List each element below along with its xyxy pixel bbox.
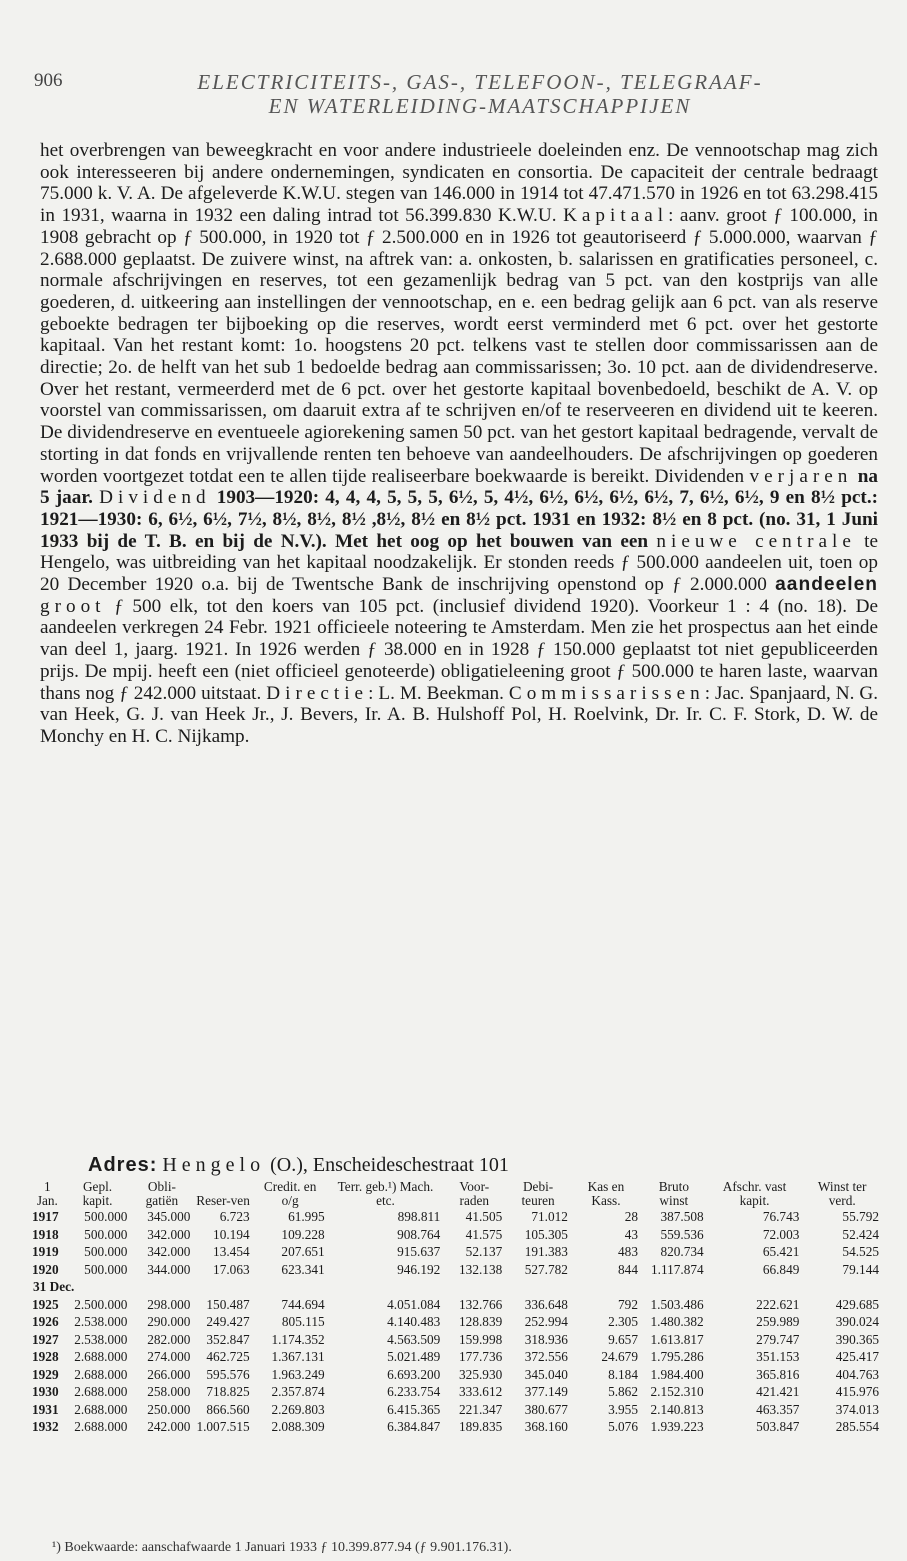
nieuwe-centrale-label: nieuwe centrale bbox=[656, 530, 856, 552]
table-cell: 429.685 bbox=[835, 1296, 879, 1312]
table-cell: 352.847 bbox=[206, 1331, 250, 1347]
table-cell: 5.021.489 bbox=[387, 1349, 441, 1364]
table-cell: 898.811 bbox=[397, 1209, 441, 1224]
table-row bbox=[30, 1243, 882, 1261]
adres-city: Hengelo bbox=[162, 1154, 266, 1176]
table-cell: 6.384.847 bbox=[387, 1419, 441, 1434]
table-cell: 336.648 bbox=[524, 1296, 568, 1312]
table-cell: 274.000 bbox=[147, 1349, 191, 1364]
uitbreiding-text: te Hengelo, was uitbreiding van het kapitaal noodzakelijk. Er stonden reeds ƒ 500.000 aandeelen uit, toen op 20 December 1920 o.a. bij de Twentsche Bank de inschrijving openstond op ƒ 2.000.000 bbox=[40, 530, 879, 596]
table-cell: 10.194 bbox=[213, 1226, 250, 1242]
groot-label: groot bbox=[40, 595, 106, 617]
table-cell: 258.000 bbox=[147, 1384, 191, 1399]
table-cell: 5.862 bbox=[608, 1384, 638, 1399]
column-header: Credit. en o/g bbox=[263, 1179, 317, 1208]
table-cell: 71.012 bbox=[531, 1209, 568, 1224]
financial-table bbox=[30, 1180, 882, 1436]
row-year: 1917 bbox=[32, 1209, 59, 1224]
table-cell: 76.743 bbox=[762, 1209, 800, 1224]
table-cell: 207.651 bbox=[281, 1244, 325, 1259]
table-cell: 6.233.754 bbox=[387, 1384, 441, 1399]
table-cell: 421.421 bbox=[756, 1384, 800, 1399]
table-body-dec bbox=[30, 1296, 882, 1436]
table-cell: 105.305 bbox=[524, 1226, 568, 1242]
table-cell: 41.505 bbox=[465, 1209, 503, 1224]
column-header: Reser-ven bbox=[196, 1193, 250, 1208]
table-cell: 17.063 bbox=[213, 1261, 250, 1277]
table-cell: 52.424 bbox=[842, 1226, 879, 1242]
table-cell: 372.556 bbox=[524, 1349, 568, 1364]
table-row bbox=[30, 1383, 882, 1401]
verjaren-text: na 5 jaar. bbox=[40, 465, 879, 509]
row-year: 1918 bbox=[32, 1226, 59, 1242]
table-cell: 132.766 bbox=[459, 1296, 503, 1312]
table-cell: 279.747 bbox=[756, 1331, 800, 1347]
table-cell: 377.149 bbox=[524, 1384, 568, 1399]
table-cell: 500.000 bbox=[84, 1209, 128, 1224]
column-header: Bruto winst bbox=[658, 1179, 689, 1208]
table-row bbox=[30, 1348, 882, 1366]
table-cell: 333.612 bbox=[459, 1384, 503, 1399]
table-cell: 2.152.310 bbox=[650, 1384, 704, 1399]
column-header: Winst ter verd. bbox=[817, 1179, 867, 1208]
table-section-label-row bbox=[30, 1278, 882, 1296]
table-cell: 41.575 bbox=[465, 1226, 503, 1242]
table-cell: 2.500.000 bbox=[74, 1296, 128, 1312]
table-row bbox=[30, 1401, 882, 1419]
table-cell: 6.693.200 bbox=[387, 1366, 441, 1382]
table-cell: 365.816 bbox=[756, 1366, 800, 1382]
commissarissen-label: Commissarissen bbox=[508, 682, 705, 704]
table-cell: 28 bbox=[624, 1209, 638, 1224]
table-cell: 623.341 bbox=[281, 1261, 325, 1277]
directie-label: Directie bbox=[266, 682, 369, 704]
description-paragraph bbox=[40, 140, 878, 748]
table-cell: 6.415.365 bbox=[387, 1401, 441, 1417]
table-cell: 345.040 bbox=[524, 1366, 568, 1382]
table-cell: 61.995 bbox=[288, 1209, 325, 1224]
table-cell: 527.782 bbox=[524, 1261, 568, 1277]
table-cell: 915.637 bbox=[397, 1244, 441, 1259]
table-cell: 2.088.309 bbox=[271, 1419, 325, 1434]
table-row bbox=[30, 1296, 882, 1314]
table-cell: 368.160 bbox=[524, 1419, 568, 1434]
table-cell: 1.503.486 bbox=[650, 1296, 704, 1312]
table-cell: 43 bbox=[624, 1226, 638, 1242]
table-section-divider bbox=[30, 1278, 882, 1296]
table-cell: 298.000 bbox=[147, 1296, 191, 1312]
company-description bbox=[40, 140, 878, 748]
row-year: 1925 bbox=[32, 1296, 59, 1312]
table-cell: 266.000 bbox=[147, 1366, 191, 1382]
row-year: 1930 bbox=[32, 1384, 59, 1399]
table-cell: 500.000 bbox=[84, 1261, 128, 1277]
dividend-text: 1903—1920: 4, 4, 4, 5, 5, 5, 6½, 5, 4½, 6½, 6½, 6½, 6½, 7, 6½, 6½, 9 en 8½ pct.: 1921—1930: 6, 6½, 6½, 7½, 8½, 8½, 8½ ,8½, 8½ en 8½ pct. 1931 en 1932: 8½ en 8 pct. (no. 31, 1 Juni 1933 bij de T. B. en bij de N.V.). Met het oog op het bouwen van een bbox=[40, 487, 879, 552]
column-header: Terr. geb.¹) Mach. etc. bbox=[337, 1179, 434, 1208]
table-cell: 404.763 bbox=[835, 1366, 879, 1382]
table-row bbox=[30, 1208, 882, 1226]
page-number: 906 bbox=[34, 70, 63, 91]
table-cell: 425.417 bbox=[835, 1349, 879, 1364]
table-cell: 282.000 bbox=[147, 1331, 191, 1347]
table-cell: 908.764 bbox=[397, 1226, 441, 1242]
table-cell: 3.955 bbox=[608, 1401, 638, 1417]
table-cell: 820.734 bbox=[660, 1244, 704, 1259]
table-cell: 242.000 bbox=[147, 1419, 191, 1434]
directie-text: : L. M. Beekman. bbox=[368, 682, 504, 704]
table-cell: 2.538.000 bbox=[74, 1314, 128, 1329]
table-cell: 54.525 bbox=[842, 1244, 879, 1259]
adres-label: Adres: bbox=[88, 1154, 158, 1176]
table-cell: 318.936 bbox=[524, 1331, 568, 1347]
table-cell: 1.480.382 bbox=[650, 1314, 704, 1329]
table-cell: 285.554 bbox=[835, 1419, 879, 1434]
table-cell: 9.657 bbox=[608, 1331, 638, 1347]
column-header: Afschr. vast kapit. bbox=[722, 1179, 787, 1208]
table-cell: 342.000 bbox=[147, 1244, 191, 1259]
table-cell: 559.536 bbox=[660, 1226, 704, 1242]
table-cell: 351.153 bbox=[756, 1349, 800, 1364]
verjaren-label: verjaren bbox=[749, 465, 853, 487]
table-cell: 8.184 bbox=[608, 1366, 638, 1382]
table-cell: 380.677 bbox=[524, 1401, 568, 1417]
table-cell: 1.795.286 bbox=[650, 1349, 704, 1364]
table-cell: 13.454 bbox=[213, 1244, 250, 1259]
table-cell: 1.174.352 bbox=[271, 1331, 325, 1347]
table-cell: 390.024 bbox=[835, 1314, 879, 1329]
table-row bbox=[30, 1261, 882, 1279]
table-cell: 250.000 bbox=[147, 1401, 191, 1417]
column-header: Gepl. kapit. bbox=[82, 1179, 113, 1208]
table-cell: 792 bbox=[618, 1296, 638, 1312]
table-cell: 24.679 bbox=[601, 1349, 638, 1364]
table-cell: 2.140.813 bbox=[650, 1401, 704, 1417]
column-header: 1 Jan. bbox=[36, 1179, 58, 1208]
table-cell: 189.835 bbox=[459, 1419, 503, 1434]
row-year: 1920 bbox=[32, 1261, 59, 1277]
table-cell: 2.688.000 bbox=[74, 1419, 128, 1434]
table-cell: 500.000 bbox=[84, 1244, 128, 1259]
table-cell: 483 bbox=[618, 1244, 638, 1259]
row-year: 1926 bbox=[32, 1314, 59, 1329]
table-footnote: ¹) Boekwaarde: aanschafwaarde 1 Januari 1933 ƒ 10.399.877.94 (ƒ 9.901.176.31). bbox=[52, 1540, 512, 1555]
table-cell: 222.621 bbox=[756, 1296, 800, 1312]
table-cell: 2.269.803 bbox=[271, 1401, 325, 1417]
table-cell: 1.939.223 bbox=[650, 1419, 704, 1434]
aandeelen-label: aandeelen bbox=[775, 574, 878, 596]
dec-label: 31 Dec. bbox=[33, 1279, 75, 1294]
table-cell: 374.013 bbox=[835, 1401, 879, 1417]
table-cell: 249.427 bbox=[206, 1314, 250, 1329]
table-cell: 463.357 bbox=[756, 1401, 800, 1417]
table-cell: 259.989 bbox=[756, 1314, 800, 1329]
table-cell: 4.563.509 bbox=[387, 1331, 441, 1347]
table-row bbox=[30, 1366, 882, 1384]
table-cell: 744.694 bbox=[281, 1296, 325, 1312]
column-header: Obli-gatiën bbox=[145, 1179, 179, 1208]
table-cell: 159.998 bbox=[459, 1331, 503, 1347]
table-body-jan bbox=[30, 1208, 882, 1278]
table-row bbox=[30, 1418, 882, 1436]
table-cell: 1.007.515 bbox=[196, 1419, 250, 1434]
row-year: 1927 bbox=[32, 1331, 59, 1347]
row-year: 1929 bbox=[32, 1366, 59, 1382]
table-cell: 2.357.874 bbox=[271, 1384, 325, 1399]
table-cell: 1.367.131 bbox=[271, 1349, 325, 1364]
table-cell: 844 bbox=[618, 1261, 638, 1277]
table-cell: 866.560 bbox=[206, 1401, 250, 1417]
row-year: 1932 bbox=[32, 1419, 59, 1434]
table-cell: 65.421 bbox=[762, 1244, 800, 1259]
table-cell: 500.000 bbox=[84, 1226, 128, 1242]
table-cell: 2.538.000 bbox=[74, 1331, 128, 1347]
table-cell: 132.138 bbox=[459, 1261, 503, 1277]
table-cell: 72.003 bbox=[762, 1226, 800, 1242]
table-cell: 2.688.000 bbox=[74, 1366, 128, 1382]
commissarissen-text: : Jac. Spanjaard, N. G. van Heek, G. J. van Heek Jr., J. Bevers, Ir. A. B. Hulshoff Pol, H. Roelvink, Dr. Ir. C. F. Stork, D. W. de Monchy en H. C. Nijkamp. bbox=[40, 682, 879, 747]
table-cell: 2.688.000 bbox=[74, 1349, 128, 1364]
table-cell: 252.994 bbox=[524, 1314, 568, 1329]
table-cell: 503.847 bbox=[756, 1419, 800, 1434]
table-row bbox=[30, 1226, 882, 1244]
table-cell: 1.963.249 bbox=[271, 1366, 325, 1382]
table-cell: 718.825 bbox=[206, 1384, 250, 1399]
intro-text: het overbrengen van beweegkracht en voor andere industrieele doeleinden enz. De vennootschap mag zich ook interesseeren bij andere ondernemingen, syndicaten en consortia. De capaciteit der centrale bedraagt 75.000 k. V. A. De afgeleverde K.W.U. stegen van 146.000 in 1914 tot 47.471.570 in 1926 en tot 63.298.415 in 1931, waarna in 1932 een daling intrad tot 56.399.830 K.W.U. bbox=[40, 140, 878, 227]
table-cell: 177.736 bbox=[459, 1349, 503, 1364]
table-cell: 52.137 bbox=[465, 1244, 503, 1259]
table-cell: 5.076 bbox=[608, 1419, 638, 1434]
table-cell: 805.115 bbox=[281, 1314, 325, 1329]
table-header-row bbox=[30, 1180, 882, 1208]
column-header: Debi-teuren bbox=[521, 1179, 555, 1208]
table-cell: 221.347 bbox=[459, 1401, 503, 1417]
table-cell: 390.365 bbox=[835, 1331, 879, 1347]
table-cell: 4.051.084 bbox=[387, 1296, 441, 1312]
table-cell: 290.000 bbox=[147, 1314, 191, 1329]
table-cell: 2.688.000 bbox=[74, 1401, 128, 1417]
address-line bbox=[88, 1154, 509, 1177]
table-cell: 387.508 bbox=[660, 1209, 704, 1224]
table-cell: 2.688.000 bbox=[74, 1384, 128, 1399]
table-cell: 344.000 bbox=[147, 1261, 191, 1277]
row-year: 1919 bbox=[32, 1244, 59, 1259]
row-year: 1928 bbox=[32, 1349, 59, 1364]
column-header: Kas en Kass. bbox=[587, 1179, 625, 1208]
table-cell: 415.976 bbox=[835, 1384, 879, 1399]
table-cell: 1.613.817 bbox=[650, 1331, 704, 1347]
table-cell: 191.383 bbox=[524, 1244, 568, 1259]
table-cell: 946.192 bbox=[397, 1261, 441, 1277]
table-cell: 595.576 bbox=[206, 1366, 250, 1382]
table-cell: 6.723 bbox=[219, 1209, 250, 1224]
running-title-line-2: EN WATERLEIDING-MAATSCHAPPIJEN bbox=[268, 94, 692, 118]
table-cell: 345.000 bbox=[147, 1209, 191, 1224]
running-title-line-1: ELECTRICITEITS-, GAS-, TELEFOON-, TELEGRAAF- bbox=[197, 70, 763, 94]
row-year: 1931 bbox=[32, 1401, 59, 1417]
table-row bbox=[30, 1313, 882, 1331]
table-cell: 79.144 bbox=[842, 1261, 879, 1277]
kapitaal-text: : aanv. groot ƒ 100.000, in 1908 gebracht op ƒ 500.000, in 1920 tot ƒ 2.500.000 en in 1926 tot geautoriseerd ƒ 5.000.000, waarvan ƒ 2.688.000 geplaatst. De zuivere winst, na aftrek van: a. onkosten, b. salarissen en gratificaties personeel, c. normale afschrijvingen en reserves, tot een gezamenlijk bedrag van 5 pct. van den kostprijs van alle goederen, d. uitkeering aan instellingen der vennootschap, en e. een bedrag gelijk aan 6 pct. van als reserve geboekte bedragen ter bijboeking op die reserves, wordt eerst verminderd met 6 pct. over het gestorte kapitaal. Van het restant komt: 1o. hoogstens 20 pct. telkens vast te stellen door commissarissen aan de directie; 2o. de helft van het sub 1 bedoelde bedrag aan commissarissen; 3o. 10 pct. aan de dividendreserve. Over het restant, vermeerderd met de 6 pct. over het gestorte kapitaal bovenbedoeld, beschikt de A. V. op voorstel van commissarissen, om daaruit extra af te schrijven en/of te reserveeren en dividend uit te keeren. De dividendreserve en eventueele agiorekening samen 50 pct. van het gestort kapitaal bedragende, vervalt de storting in dat fonds en vrijvallende renten ten behoeve van aandeelhouders. De afschrijvingen op goederen worden voortgezet totdat een te allen tijde realiseerbare boekwaarde is bereikt. Dividenden bbox=[40, 205, 879, 487]
table-cell: 342.000 bbox=[147, 1226, 191, 1242]
table-cell: 462.725 bbox=[206, 1349, 250, 1364]
aandeelen-text: ƒ 500 elk, tot den koers van 105 pct. (inclusief dividend 1920). Voorkeur 1 : 4 (no. 18). De aandeelen verkregen 24 Febr. 1921 officieele noteering te Amsterdam. Men zie het prospectus aan het einde van deel 1, jaarg. 1921. In 1926 werden ƒ 38.000 en in 1928 ƒ 150.000 geplaatst tot niet gepubliceerden prijs. De mpij. heeft een (niet officieel genoteerde) obligatieleening groot ƒ 500.000 te haren laste, waarvan thans nog ƒ 242.000 uitstaat. bbox=[40, 595, 878, 704]
kapitaal-label: Kapitaal bbox=[563, 205, 669, 227]
table-cell: 1.117.874 bbox=[651, 1261, 704, 1277]
table-cell: 109.228 bbox=[281, 1226, 325, 1242]
table-cell: 55.792 bbox=[842, 1209, 879, 1224]
table-cell: 66.849 bbox=[762, 1261, 800, 1277]
table-cell: 128.839 bbox=[459, 1314, 503, 1329]
adres-street: (O.), Enscheideschestraat 101 bbox=[270, 1154, 509, 1176]
table-cell: 150.487 bbox=[206, 1296, 250, 1312]
table-cell: 325.930 bbox=[459, 1366, 503, 1382]
table-cell: 1.984.400 bbox=[650, 1366, 704, 1382]
table-cell: 4.140.483 bbox=[387, 1314, 441, 1329]
dividend-label: Dividend bbox=[99, 487, 211, 509]
table-cell: 2.305 bbox=[608, 1314, 638, 1329]
column-header: Voor-raden bbox=[459, 1179, 490, 1208]
table-row bbox=[30, 1331, 882, 1349]
